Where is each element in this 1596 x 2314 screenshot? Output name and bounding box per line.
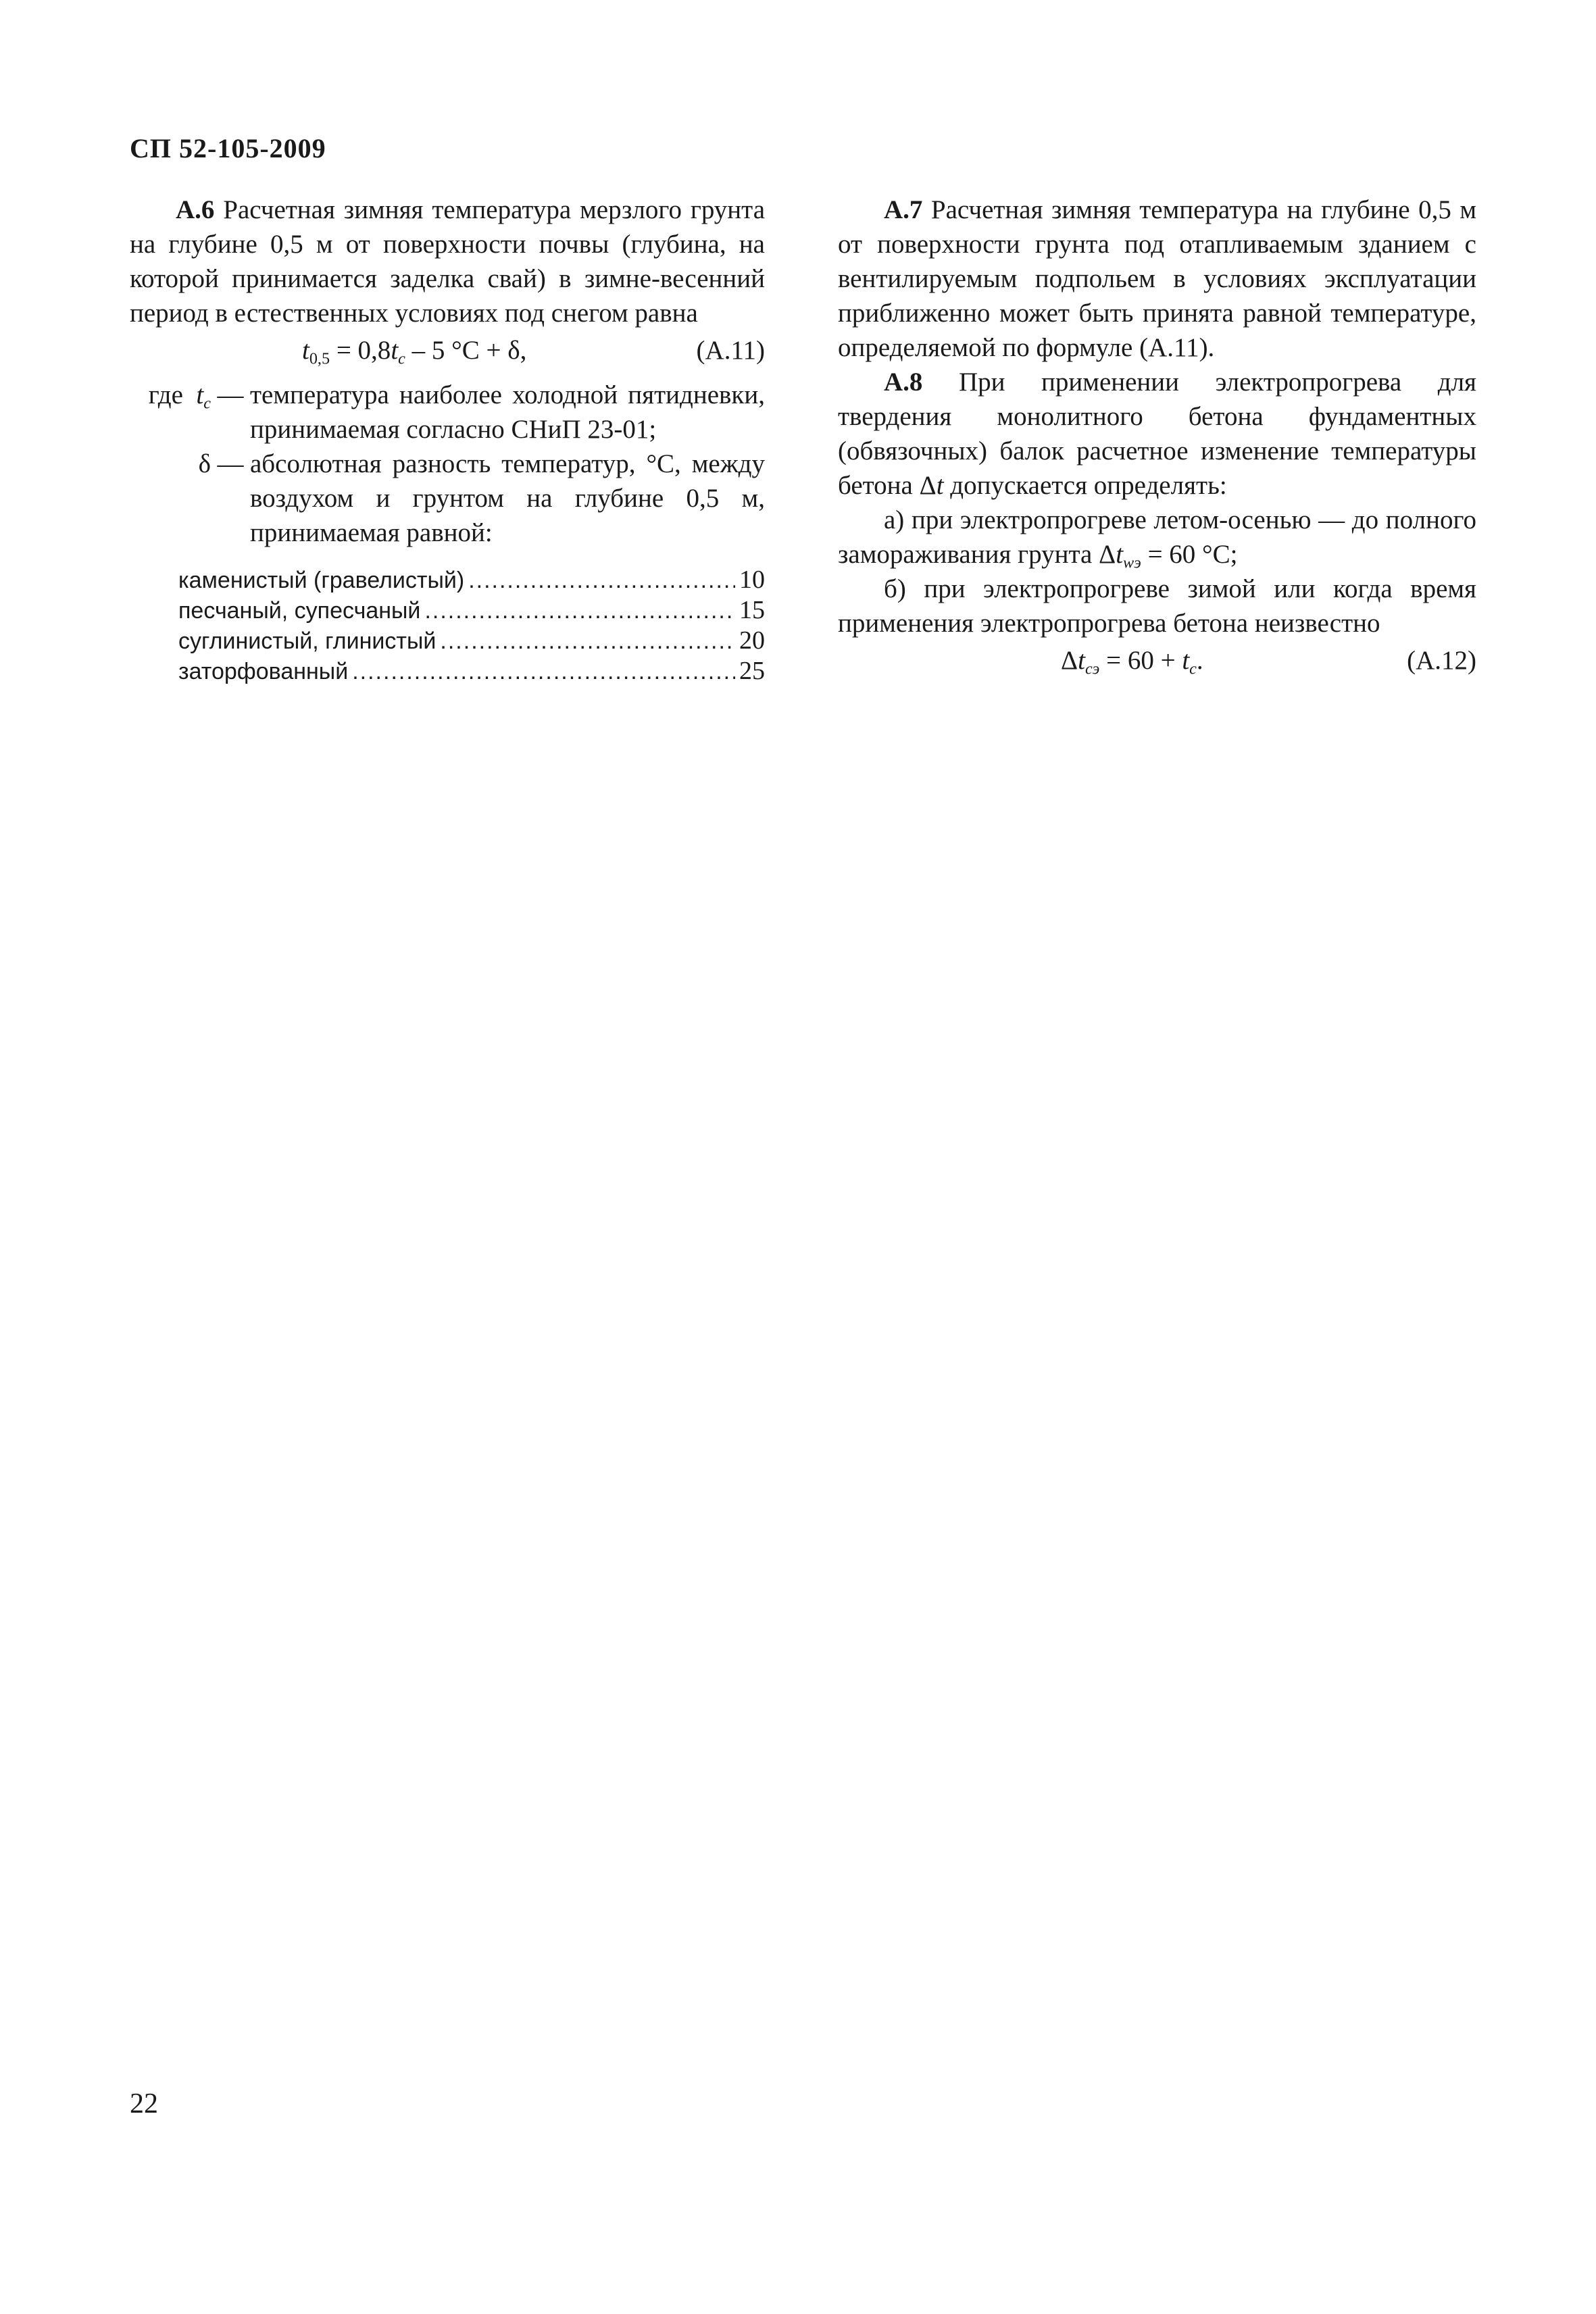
definition-text: абсолютная разность температур, °С, между воздухом и грунтом на глубине 0,5 м, принимаемая равной:	[250, 449, 765, 547]
formula-a11-number: (А.11)	[696, 336, 765, 365]
formula-a11	[130, 333, 765, 374]
left-column	[130, 193, 765, 686]
formula-a11-expression: $t_{0,5} = 0,8t_c - 5$ °С + δ,	[302, 336, 527, 368]
definition-symbol: δ	[198, 449, 211, 478]
clause-text-a6: Расчетная зимняя температура мерзлого грунта на глубине 0,5 м от поверхности почвы (глубина, на которой принимается заделка свай) в зимне-весенний период в естественных условиях под снегом равна	[130, 195, 766, 328]
document-header: СП 52-105-2009	[130, 133, 326, 164]
formula-a12-number: (А.12)	[1407, 646, 1476, 675]
soil-table	[178, 565, 765, 686]
clause-number-a6: А.6	[176, 195, 215, 224]
right-column	[838, 193, 1476, 688]
list-item: песчаный, супесчаный ..... 15	[178, 595, 765, 626]
list-item: суглинистый, глинистый ..... 20	[178, 626, 765, 656]
paragraph-a7	[838, 193, 1476, 365]
list-item: каменистый (гравелистый) ..... 10	[178, 565, 765, 595]
item-a: а) при электропрогреве летом-осенью — до полного замораживания грунта $\Delta t_{wэ} = 60$ °С;	[838, 505, 1476, 572]
paragraph-a8: А.8 При применении электропрогрева для твердения монолитного бетона фундаментных (обвязочных) балок расчетное изменение температуры бетона Δt допускается определять:	[838, 368, 1476, 500]
formula-a12-expression: $\Delta t_{cэ} = 60 + t_c$.	[1061, 646, 1203, 678]
definition-dash: —	[217, 449, 244, 478]
definition-delta	[130, 447, 765, 550]
list-item: заторфованный ..... 25	[178, 656, 765, 686]
clause-number-a8: А.8	[884, 368, 923, 397]
definition-text: температура наиболее холодной пятидневки, принимаемая согласно СНиП 23-01;	[250, 380, 765, 444]
clause-text-a7: Расчетная зимняя температура на глубине 0,5 м от поверхности грунта под отапливаемым зданием с вентилируемым подпольем в условиях эксплуатации приближенно может быть принята равной температуре, определяемой по формуле (А.11).	[838, 195, 1476, 362]
definition-symbol: где $t_c$	[148, 380, 211, 413]
page-number: 22	[130, 2088, 158, 2119]
definition-tc	[130, 378, 765, 447]
definition-dash: —	[217, 380, 244, 409]
paragraph-a6	[130, 193, 765, 330]
formula-a12	[838, 643, 1476, 684]
item-b: б) при электропрогреве зимой или когда время применения электропрогрева бетона неизвестно	[838, 574, 1476, 638]
clause-number-a7: А.7	[884, 195, 923, 224]
